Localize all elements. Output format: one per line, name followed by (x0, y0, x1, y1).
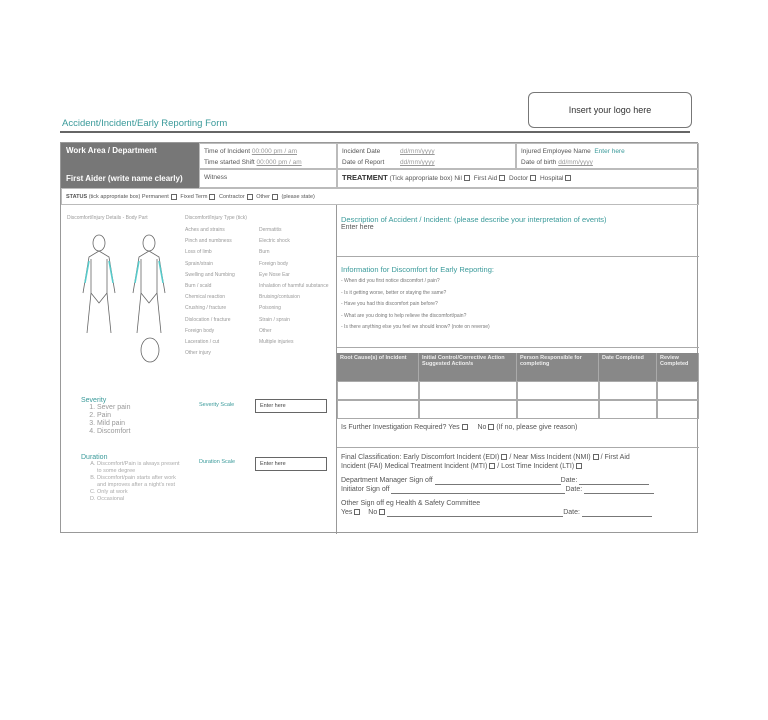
column-header: Review Completed (657, 353, 699, 381)
further-investigation: Is Further Investigation Required? Yes No (If no, please give reason) (341, 424, 578, 431)
incident-date-label: Incident Date (342, 148, 381, 155)
description-heading: Description of Accident / Incident: (please describe your interpretation of events) (341, 215, 607, 224)
other-signature-field[interactable] (387, 516, 563, 517)
duration-section: Duration A. Discomfort/Pain is always present to some degree B. Discomfort/pain starts after work and improves after a night's rest C. Only at work D. Occasional (81, 454, 181, 503)
table-cell[interactable] (517, 381, 599, 400)
employee-cell[interactable] (516, 143, 699, 169)
description-input[interactable]: Enter here (341, 224, 374, 231)
table-cell[interactable] (419, 381, 517, 400)
other-signoff-label: Other Sign off eg Health & Safety Committee (341, 500, 481, 507)
incident-date-value[interactable]: dd/mm/yyyy (400, 148, 435, 155)
actions-table (337, 353, 699, 419)
checkbox-icon[interactable] (488, 424, 494, 430)
table-cell[interactable] (337, 381, 419, 400)
time-shift-value[interactable]: 00:000 pm / am (256, 159, 302, 166)
treatment-hospital[interactable]: Hospital (540, 175, 573, 182)
work-area-label: Work Area / Department (61, 143, 199, 169)
initiator-signoff-label: Initiator Sign off (341, 486, 390, 493)
left-panel (61, 205, 337, 534)
status-hint: (tick appropriate box) (88, 194, 141, 200)
witness-label: Witness (204, 174, 228, 181)
checkbox-icon (565, 175, 571, 181)
body-part-heading: Discomfort/Injury Details - Body Part (67, 215, 148, 221)
right-panel (337, 205, 699, 534)
title-divider (60, 131, 690, 133)
head-diagram-icon (139, 337, 161, 363)
table-cell[interactable] (599, 400, 657, 419)
body-diagram-icon[interactable] (77, 233, 173, 343)
manager-signoff-label: Department Manager Sign off (341, 477, 433, 484)
checkbox-icon[interactable] (501, 454, 507, 460)
accident-form (60, 142, 698, 533)
treatment-doctor[interactable]: Doctor (509, 175, 538, 182)
checkbox-icon (530, 175, 536, 181)
table-cell[interactable] (657, 400, 699, 419)
column-header: Person Responsible for completing (517, 353, 599, 381)
duration-heading: Duration (81, 454, 108, 461)
divider (337, 256, 699, 257)
checkbox-icon (209, 194, 215, 200)
checkbox-icon (499, 175, 505, 181)
column-header: Date Completed (599, 353, 657, 381)
status-other[interactable]: Other (256, 194, 280, 200)
employee-name-label: Injured Employee Name (521, 148, 591, 155)
status-label: STATUS (66, 194, 88, 200)
date-cell[interactable] (337, 143, 516, 169)
treatment-first-aid[interactable]: First Aid (474, 175, 507, 182)
divider (337, 447, 699, 448)
severity-scale-input[interactable]: Enter here (255, 399, 327, 413)
column-header: Root Cause(s) of Incident (337, 353, 419, 381)
duration-scale-input[interactable]: Enter here (255, 457, 327, 471)
report-date-label: Date of Report (342, 159, 385, 166)
time-shift-label: Time started Shift (204, 159, 255, 166)
severity-scale-label: Severity Scale (199, 402, 235, 408)
checkbox-icon[interactable] (576, 463, 582, 469)
witness-cell[interactable] (199, 169, 337, 188)
severity-heading: Severity (81, 397, 107, 404)
initiator-signature-field[interactable] (391, 493, 565, 494)
checkbox-icon[interactable] (354, 509, 360, 515)
treatment-row (337, 169, 699, 188)
table-cell[interactable] (599, 381, 657, 400)
column-header: Initial Control/Corrective Action Suggested Action/s (419, 353, 517, 381)
table-cell[interactable] (337, 400, 419, 419)
form-title: Accident/Incident/Early Reporting Form (62, 118, 228, 129)
info-questions: - When did you first notice discomfort / pain? - Is it getting worse, better or staying the same? - Have you had this discomfort pain before? - What are you doing to help relieve the discomfort/pain? - Is there anything else you feel we should know? (note on reverse) (341, 278, 490, 330)
treatment-nil[interactable]: Nil (454, 175, 472, 182)
checkbox-icon (464, 175, 470, 181)
status-tail: (please state) (281, 194, 315, 200)
table-cell[interactable] (517, 400, 599, 419)
status-row (61, 188, 699, 205)
duration-scale-label: Duration Scale (199, 459, 236, 465)
divider (337, 347, 699, 348)
employee-name-value[interactable]: Enter here (594, 148, 625, 155)
table-cell[interactable] (657, 381, 699, 400)
table-cell[interactable] (419, 400, 517, 419)
checkbox-icon (247, 194, 253, 200)
report-date-value[interactable]: dd/mm/yyyy (400, 159, 435, 166)
dob-label: Date of birth (521, 159, 557, 166)
checkbox-icon[interactable] (489, 463, 495, 469)
info-heading: Information for Discomfort for Early Reporting: (341, 265, 494, 274)
treatment-label: TREATMENT (342, 173, 388, 182)
injury-types-left[interactable]: Aches and strains Pinch and numbness Loss of limb Sprain/strain Swelling and Numbing Burn / scald Chemical reaction Crushing / fracture Dislocation / fracture Foreign body Laceration / cut Other injury (185, 227, 235, 357)
severity-section: Severity 1. Sever pain 2. Pain 3. Mild pain 4. Discomfort (81, 397, 130, 436)
time-incident-value[interactable]: 00:000 pm / am (251, 148, 297, 155)
status-contractor[interactable]: Contractor (219, 194, 255, 200)
checkbox-icon (272, 194, 278, 200)
date-field[interactable] (582, 516, 652, 517)
injury-type-heading: Discomfort/Injury Type (tick) (185, 215, 247, 221)
final-classification: Final Classification: Early Discomfort Incident (EDI) / Near Miss Incident (NMI) / First Aid Incident (FAI) Medical Treatment Incident (MTI) / Lost Time Incident (LTI) (341, 454, 630, 470)
checkbox-icon (171, 194, 177, 200)
injury-types-right[interactable]: Dermatitis Electric shock Burn Foreign body Eye Nose Ear Inhalation of harmful substance Bruising/contusion Poisoning Strain / sprain Other Multiple injuries (259, 227, 329, 346)
checkbox-icon[interactable] (379, 509, 385, 515)
treatment-hint: (Tick appropriate box) (389, 175, 453, 182)
status-permanent[interactable]: Permanent (142, 194, 179, 200)
time-cell[interactable] (199, 143, 337, 169)
dob-value[interactable]: dd/mm/yyyy (558, 159, 593, 166)
logo-placeholder[interactable]: Insert your logo here (528, 92, 692, 128)
first-aider-label: First Aider (write name clearly) (61, 169, 199, 188)
checkbox-icon[interactable] (593, 454, 599, 460)
time-incident-label: Time of Incident (204, 148, 251, 155)
status-fixed-term[interactable]: Fixed Term (180, 194, 217, 200)
date-field[interactable] (584, 493, 654, 494)
checkbox-icon[interactable] (462, 424, 468, 430)
signoff-section: Department Manager Sign off Date: Initiator Sign off Date: Other Sign off eg Health & Safety Committee Yes No Date: (341, 476, 654, 517)
